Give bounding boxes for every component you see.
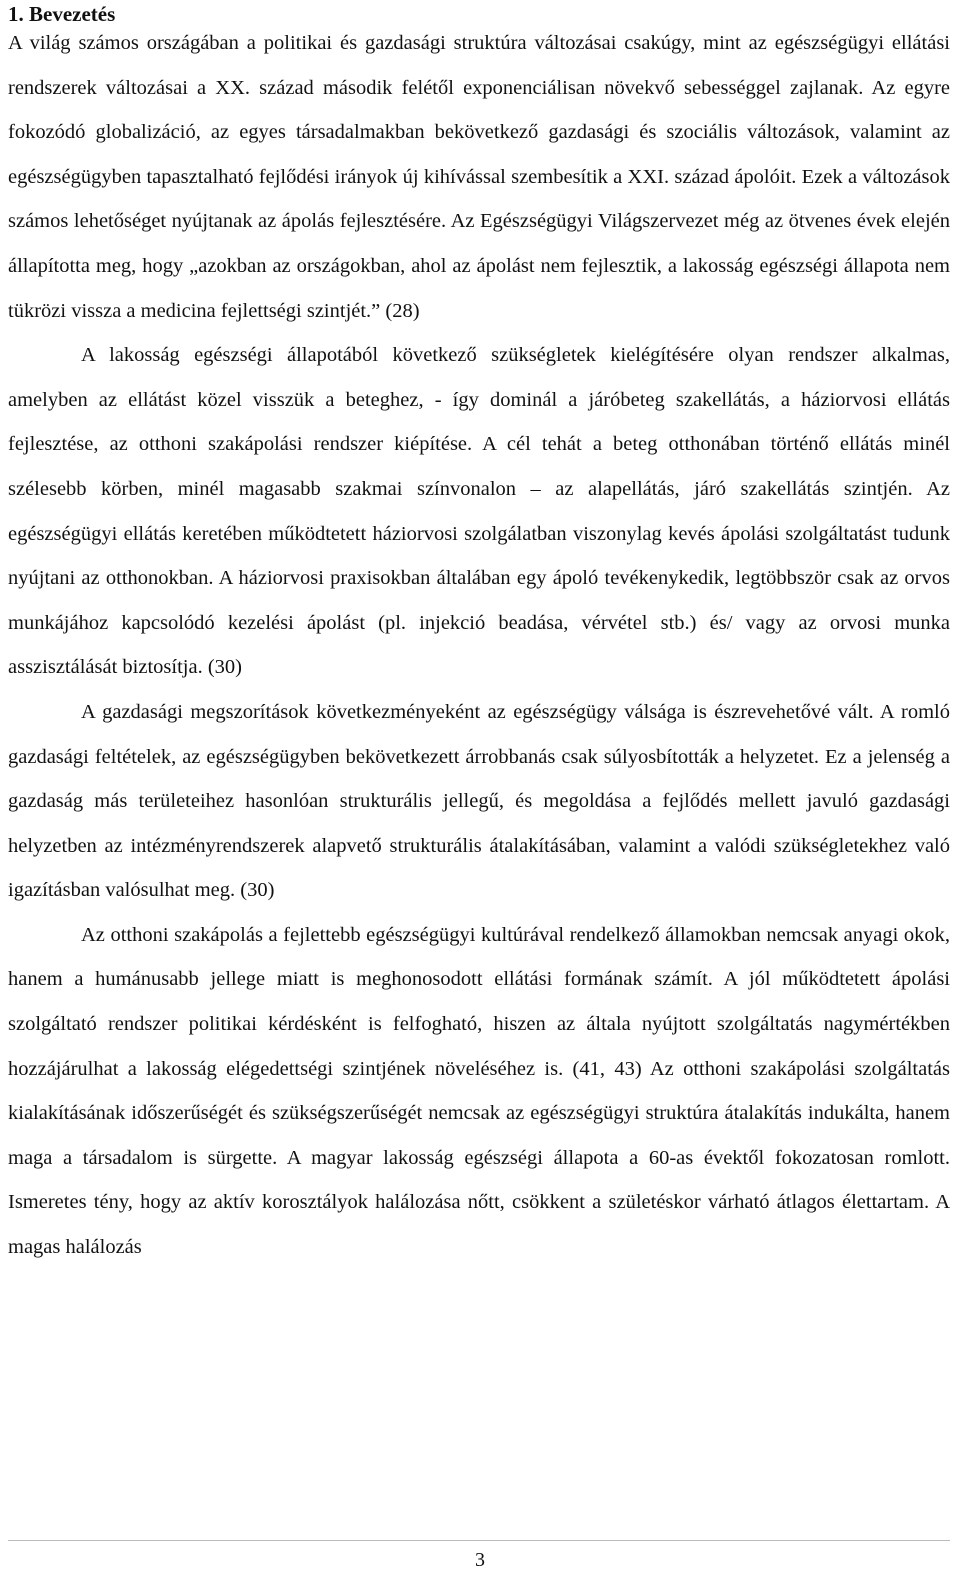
footer-divider <box>8 1540 950 1541</box>
document-page <box>8 0 950 1270</box>
paragraph-3: A gazdasági megszorítások következményeként az egészségügy válsága is észrevehetővé vált. A romló gazdasági feltételek, az egészségügyben bekövetkezett árrobbanás csak súlyosbították a helyzetet. Ez a jelenség a gazdaság más területeihez hasonlóan strukturális jellegű, és megoldása a fejlődés mellett javuló gazdasági helyzetben az intézményrendszerek alapvető strukturális átalakításában, valamint a valódi szükségletekhez való igazításban valósulhat meg. (30) <box>8 700 950 902</box>
paragraph-4: Az otthoni szakápolás a fejlettebb egészségügyi kultúrával rendelkező államokban nemcsak anyagi okok, hanem a humánusabb jellege miatt is meghonosodott ellátási formának számít. A jól működtetett ápolási szolgáltató rendszer politikai kérdésként is felfogható, hiszen az általa nyújtott szolgáltatás nagymértékben hozzájárulhat a lakosság elégedettségi szintjének növeléséhez is. (41, 43) Az otthoni szakápolási szolgáltatás kialakításának időszerűségét és szükségszerűségét nemcsak az egészségügyi struktúra átalakítás indukálta, hanem maga a társadalom is sürgette. A magyar lakosság egészségi állapota a 60-as évektől fokozatosan romlott. Ismeretes tény, hogy az aktív korosztályok halálozása nőtt, csökkent a születéskor várható átlagos élettartam. A magas halálozás <box>8 923 950 1259</box>
paragraph-2: A lakosság egészségi állapotából következő szükségletek kielégítésére olyan rendszer alkalmas, amelyben az ellátást közel visszük a beteghez, - így dominál a járóbeteg szakellátás, a háziorvosi ellátás fejlesztése, az otthoni szakápolási rendszer kiépítése. A cél tehát a beteg otthonában történő ellátás minél szélesebb körben, minél magasabb szakmai színvonalon – az alapellátás, járó szakellátás szintjén. Az egészségügyi ellátás keretében működtetett háziorvosi szolgálatban viszonylag kevés ápolási szolgáltatást tudunk nyújtani az otthonokban. A háziorvosi praxisokban általában egy ápoló tevékenykedik, legtöbbször csak az orvos munkájához kapcsolódó kezelési ápolást (pl. injekció beadása, vérvétel stb.) és/ vagy az orvosi munka asszisztálását biztosítja. (30) <box>8 344 950 679</box>
section-heading: 1. Bevezetés <box>8 2 116 26</box>
page-number: 3 <box>475 1549 485 1571</box>
paragraph-1: A világ számos országában a politikai és gazdasági struktúra változásai csakúgy, mint az egészségügyi ellátási rendszerek változásai a XX. század második felétől exponenciálisan növekvő sebességgel zajlanak. Az egyre fokozódó globalizáció, az egyes társadalmakban bekövetkező gazdasági és szociális változások, valamint az egészségügyben tapasztalható fejlődési irányok új kihívással szembesítik a XXI. század ápolóit. Ezek a változások számos lehetőséget nyújtanak az ápolás fejlesztésére. Az Egészségügyi Világszervezet még az ötvenes évek elején állapította meg, hogy „azokban az országokban, ahol az ápolást nem fejlesztik, a lakosság egészségi állapota nem tükrözi vissza a medicina fejlettségi szintjét.” (28) <box>8 32 950 322</box>
